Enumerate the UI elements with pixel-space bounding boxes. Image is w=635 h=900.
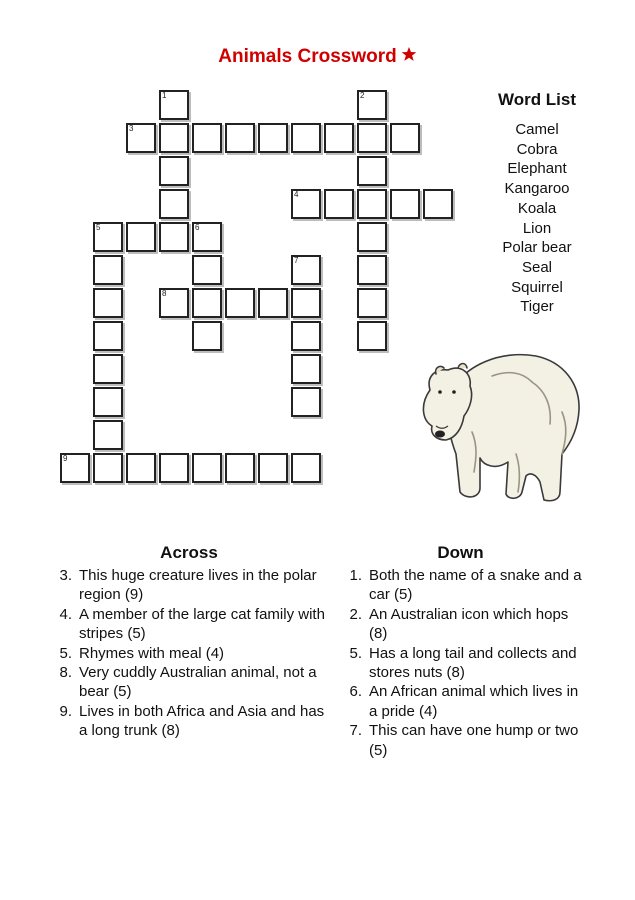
crossword-cell[interactable]: [159, 222, 189, 252]
word-list-item: Elephant: [507, 160, 567, 178]
crossword-cell[interactable]: [93, 453, 123, 483]
crossword-cell[interactable]: [390, 123, 420, 153]
word-list-item: Koala: [517, 199, 557, 217]
crossword-cell[interactable]: [93, 420, 123, 450]
clue-text: This huge creature lives in the polar region (9): [79, 567, 317, 604]
word-list-heading: Word List: [497, 90, 577, 109]
clue-text: An African animal which lives in a pride (4): [369, 683, 579, 720]
clue-down: [338, 644, 583, 683]
clue-across: [48, 644, 330, 663]
crossword-cell[interactable]: [93, 387, 123, 417]
crossword-cell[interactable]: [225, 288, 255, 318]
cell-number: 1: [162, 91, 167, 100]
cell-number: 9: [63, 454, 68, 463]
clue-text: Has a long tail and collects and stores nuts (8): [369, 644, 577, 682]
clue-text: Rhymes with meal (4): [79, 644, 225, 662]
crossword-cell[interactable]: [291, 453, 321, 483]
crossword-cell[interactable]: [159, 156, 189, 186]
clue-across: [48, 566, 330, 605]
clue-number: 2.: [349, 605, 362, 623]
crossword-cell[interactable]: [258, 123, 288, 153]
clue-text: An Australian icon which hops (8): [369, 605, 569, 643]
crossword-cell[interactable]: [192, 321, 222, 351]
clue-number: 7.: [349, 722, 362, 740]
crossword-cell[interactable]: [225, 123, 255, 153]
crossword-cell[interactable]: [192, 123, 222, 153]
clue-number: 8.: [59, 664, 72, 682]
crossword-cell[interactable]: [159, 123, 189, 153]
clue-number: 5.: [349, 644, 362, 662]
crossword-cell[interactable]: [357, 90, 387, 120]
clue-number: 4.: [59, 605, 72, 623]
clue-text: A member of the large cat family with stripes (5): [79, 605, 325, 643]
cell-number: 6: [195, 223, 200, 232]
clue-number: 6.: [349, 683, 362, 701]
crossword-cell[interactable]: [60, 453, 90, 483]
crossword-cell[interactable]: [390, 189, 420, 219]
word-list-item: Lion: [522, 219, 552, 237]
crossword-cell[interactable]: [225, 453, 255, 483]
clue-text: Lives in both Africa and Asia and has a long trunk (8): [79, 702, 325, 740]
crossword-cell[interactable]: [291, 255, 321, 285]
across-heading: Across: [160, 543, 218, 562]
clue-number: 9.: [59, 702, 72, 720]
crossword-cell[interactable]: [159, 189, 189, 219]
word-list-item: Tiger: [520, 298, 554, 316]
crossword-cell[interactable]: [258, 288, 288, 318]
crossword-cell[interactable]: [291, 288, 321, 318]
crossword-cell[interactable]: [93, 255, 123, 285]
clue-number: 3.: [59, 567, 72, 584]
crossword-cell[interactable]: [93, 354, 123, 384]
crossword-cell[interactable]: [192, 453, 222, 483]
word-list: [478, 90, 596, 317]
across-clues: [48, 543, 330, 741]
word-list-item: Cobra: [516, 140, 558, 158]
crossword-cell[interactable]: [159, 288, 189, 318]
crossword-cell[interactable]: [291, 321, 321, 351]
crossword-cell[interactable]: [291, 189, 321, 219]
crossword-cell[interactable]: [357, 189, 387, 219]
crossword-cell[interactable]: [357, 222, 387, 252]
cell-number: 2: [360, 91, 365, 100]
cell-number: 7: [294, 256, 299, 265]
clue-text: Both the name of a snake and a car (5): [369, 567, 582, 604]
crossword-cell[interactable]: [126, 123, 156, 153]
cell-number: 4: [294, 190, 299, 199]
crossword-cell[interactable]: [159, 453, 189, 483]
crossword-cell[interactable]: [357, 156, 387, 186]
word-list-item: Seal: [521, 258, 553, 276]
clue-down: [338, 721, 583, 760]
crossword-cell[interactable]: [93, 321, 123, 351]
polar-bear-icon: [412, 342, 587, 504]
crossword-cell[interactable]: [324, 123, 354, 153]
crossword-cell[interactable]: [93, 288, 123, 318]
crossword-cell[interactable]: [126, 222, 156, 252]
clue-text: Very cuddly Australian animal, not a bear (5): [79, 664, 317, 701]
crossword-cell[interactable]: [324, 189, 354, 219]
crossword-cell[interactable]: [192, 288, 222, 318]
clue-down: [338, 605, 583, 644]
crossword-cell[interactable]: [357, 123, 387, 153]
cell-number: 8: [162, 289, 167, 298]
clue-down: [338, 566, 583, 605]
crossword-cell[interactable]: [357, 255, 387, 285]
word-list-item: Squirrel: [511, 278, 563, 296]
crossword-cell[interactable]: [159, 90, 189, 120]
crossword-cell[interactable]: [291, 354, 321, 384]
crossword-cell[interactable]: [423, 189, 453, 219]
down-clues: [338, 543, 583, 760]
cell-number: 3: [129, 124, 134, 133]
crossword-cell[interactable]: [192, 222, 222, 252]
crossword-cell[interactable]: [126, 453, 156, 483]
crossword-cell[interactable]: [192, 255, 222, 285]
cell-number: 5: [96, 223, 101, 232]
word-list-item: Polar bear: [502, 239, 572, 257]
clue-across: [48, 605, 330, 644]
clue-across: [48, 702, 330, 741]
crossword-cell[interactable]: [258, 453, 288, 483]
clue-down: [338, 682, 583, 721]
clue-number: 1.: [349, 567, 362, 584]
clue-number: 5.: [59, 644, 72, 662]
word-list-item: Kangaroo: [504, 180, 570, 198]
crossword-cell[interactable]: [291, 387, 321, 417]
crossword-cell[interactable]: [357, 321, 387, 351]
clue-text: This can have one hump or two (5): [369, 722, 579, 759]
crossword-cell[interactable]: [357, 288, 387, 318]
crossword-cell[interactable]: [291, 123, 321, 153]
crossword-cell[interactable]: [93, 222, 123, 252]
title-text: Animals Crossword: [218, 46, 397, 67]
clue-across: [48, 663, 330, 702]
down-heading: Down: [437, 543, 484, 562]
word-list-item: Camel: [515, 121, 559, 138]
